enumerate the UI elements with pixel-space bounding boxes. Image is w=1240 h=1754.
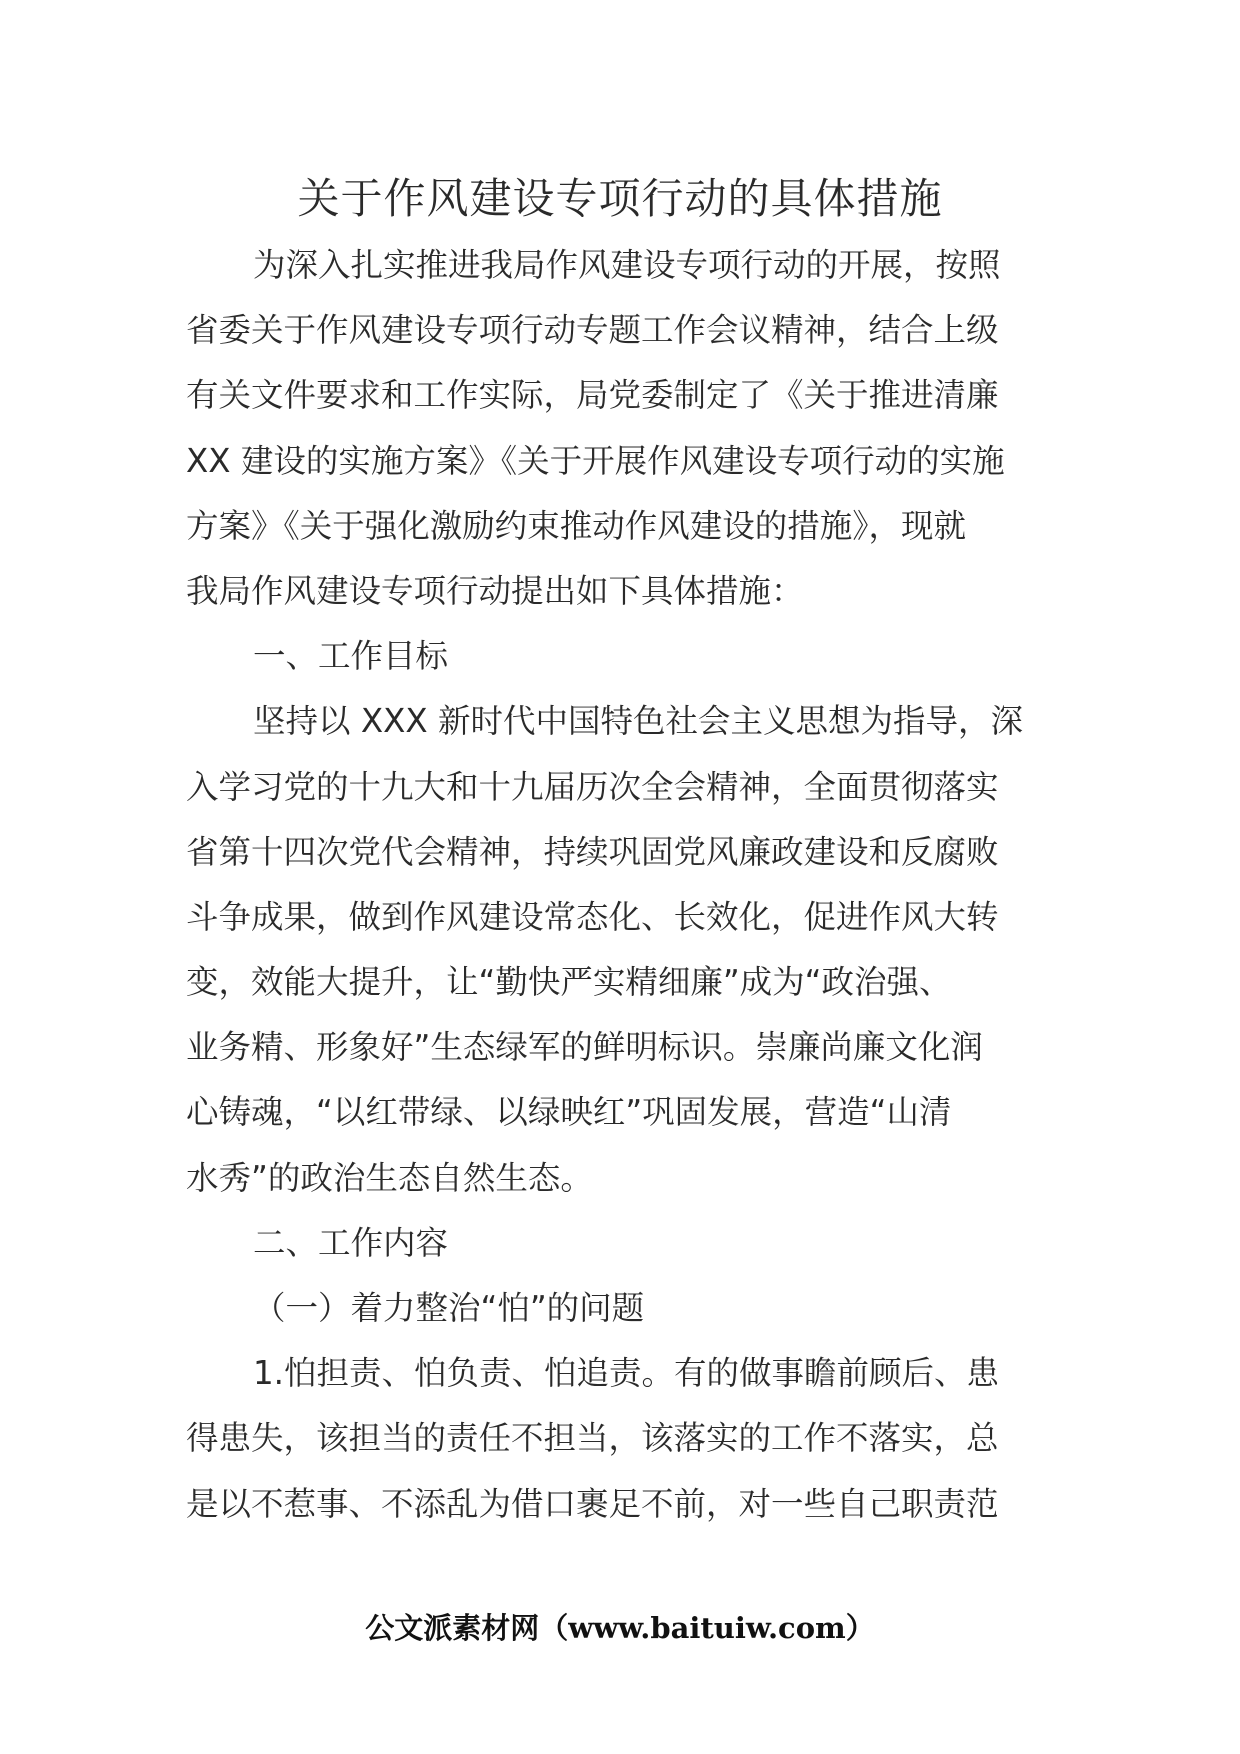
document-title: 关于作风建设专项行动的具体措施 — [297, 174, 943, 223]
subsection-heading: （一）着力整治“怕”的问题 — [253, 1289, 645, 1327]
paragraph-line: 省第十四次党代会精神，持续巩固党风廉政建设和反腐败 — [186, 832, 999, 871]
paragraph-line: 业务精、形象好”生态绿军的鲜明标识。崇廉尚廉文化润 — [186, 1028, 983, 1067]
section-heading: 一、工作目标 — [253, 637, 449, 676]
section-heading: 二、工作内容 — [253, 1223, 449, 1262]
paragraph-line: 1.怕担责、怕负责、怕追责。有的做事瞻前顾后、患 — [253, 1354, 1000, 1393]
paragraph-line: 有关文件要求和工作实际，局党委制定了《关于推进清廉 — [186, 376, 999, 415]
paragraph-line: 省委关于作风建设专项行动专题工作会议精神，结合上级 — [186, 311, 999, 350]
paragraph-line: 得患失，该担当的责任不担当，该落实的工作不落实，总 — [186, 1419, 999, 1458]
document-body — [186, 233, 1046, 1537]
paragraph-line: XX 建设的实施方案》《关于开展作风建设专项行动的实施 — [186, 441, 1005, 480]
paragraph-line: 斗争成果，做到作风建设常态化、长效化，促进作风大转 — [186, 897, 999, 936]
paragraph-line: 入学习党的十九大和十九届历次全会精神，全面贯彻落实 — [186, 767, 999, 806]
paragraph-line: 变，效能大提升，让“勤快严实精细廉”成为“政治强、 — [186, 963, 952, 1002]
paragraph-line: 方案》《关于强化激励约束推动作风建设的措施》，现就 — [186, 506, 967, 545]
paragraph-line: 心铸魂，“以红带绿、以绿映红”巩固发展，营造“山清 — [186, 1093, 952, 1132]
footer-watermark: 公文派素材网（www.baituiw.com） — [365, 1611, 875, 1645]
paragraph-line: 为深入扎实推进我局作风建设专项行动的开展，按照 — [253, 246, 1001, 284]
paragraph-line: 是以不惹事、不添乱为借口裹足不前，对一些自己职责范 — [186, 1484, 999, 1523]
paragraph-line: 水秀”的政治生态自然生态。 — [186, 1158, 593, 1197]
paragraph-line: 坚持以 XXX 新时代中国特色社会主义思想为指导，深 — [253, 702, 1023, 741]
paragraph-line: 我局作风建设专项行动提出如下具体措施： — [186, 571, 804, 610]
